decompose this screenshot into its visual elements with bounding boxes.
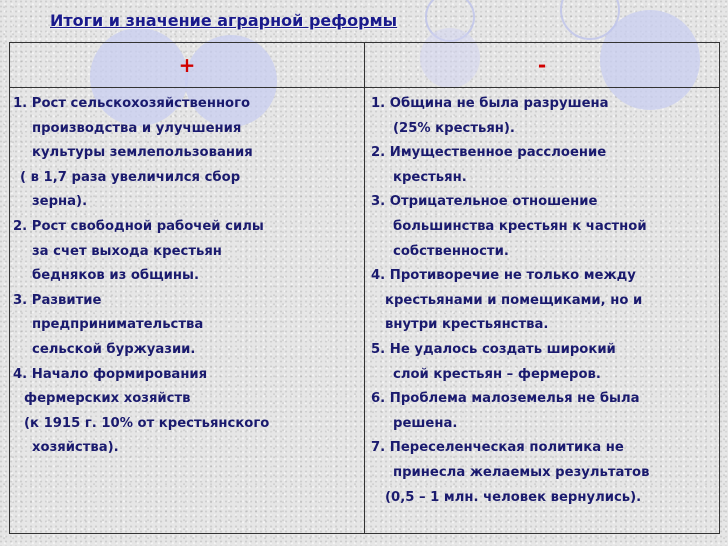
- list-item: решена.: [393, 415, 458, 431]
- list-item: собственности.: [393, 243, 509, 259]
- table-body-row: [10, 88, 720, 534]
- negative-results-cell: [365, 88, 720, 534]
- minus-column-header: -: [365, 43, 720, 88]
- list-item: предпринимательства: [32, 317, 204, 333]
- list-item: (к 1915 г. 10% от крестьянского: [24, 415, 270, 431]
- list-item: фермерских хозяйств: [24, 391, 191, 407]
- list-item: 2. Рост свободной рабочей силы: [13, 218, 264, 234]
- list-item: сельской буржуазии.: [32, 341, 196, 357]
- list-item: 3. Отрицательное отношение: [371, 194, 598, 210]
- list-item: 5. Не удалось создать широкий: [371, 341, 616, 357]
- reform-results-table: [9, 42, 720, 534]
- list-item: хозяйства).: [32, 440, 119, 456]
- list-item: (25% крестьян).: [393, 120, 515, 136]
- list-item: 4. Начало формирования: [13, 366, 208, 382]
- list-item: за счет выхода крестьян: [32, 243, 222, 259]
- list-item: 6. Проблема малоземелья не была: [371, 391, 640, 407]
- list-item: крестьян.: [393, 169, 467, 185]
- list-item: большинства крестьян к частной: [393, 218, 647, 234]
- table-header-row: [10, 43, 720, 88]
- list-item: принесла желаемых результатов: [393, 464, 650, 480]
- list-item: зерна).: [32, 194, 88, 210]
- list-item: (0,5 – 1 млн. человек вернулись).: [385, 489, 642, 505]
- list-item: бедняков из общины.: [32, 268, 199, 284]
- list-item: ( в 1,7 раза увеличился сбор: [20, 169, 241, 185]
- list-item: внутри крестьянства.: [385, 317, 549, 333]
- list-item: 3. Развитие: [13, 292, 102, 308]
- list-item: 4. Противоречие не только между: [371, 268, 636, 284]
- positive-results-cell: [10, 88, 365, 534]
- list-item: 2. Имущественное расслоение: [371, 145, 607, 161]
- list-item: производства и улучшения: [32, 120, 242, 136]
- list-item: 1. Рост сельскохозяйственного: [13, 96, 251, 111]
- list-item: культуры землепользования: [32, 145, 253, 161]
- list-item: 1. Община не была разрушена: [371, 96, 609, 111]
- list-item: 7. Переселенческая политика не: [371, 440, 624, 456]
- plus-column-header: +: [10, 43, 365, 88]
- slide-title: Итоги и значение аграрной реформы: [50, 11, 398, 30]
- list-item: слой крестьян – фермеров.: [393, 366, 601, 382]
- list-item: крестьянами и помещиками, но и: [385, 292, 643, 308]
